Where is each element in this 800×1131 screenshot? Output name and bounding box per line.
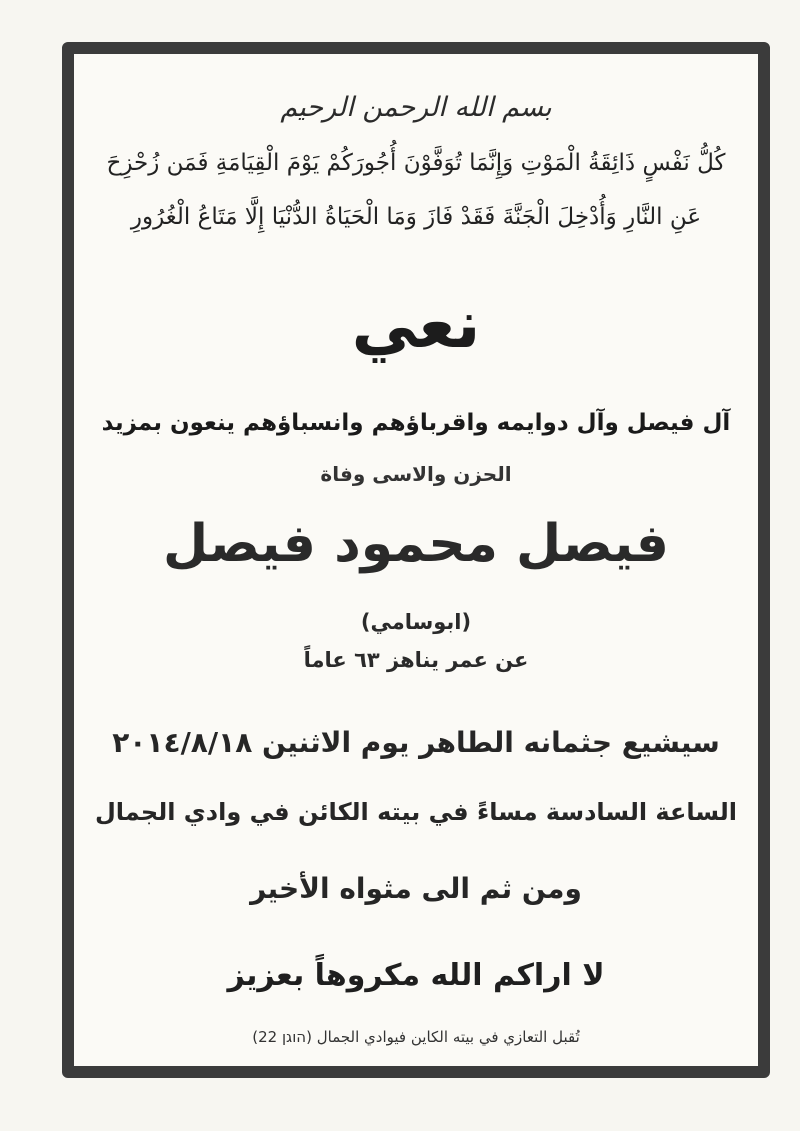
deceased-kunya: (ابوسامي) bbox=[360, 610, 472, 634]
funeral-line-1: سيشيع جثمانه الطاهر يوم الاثنين ٢٠١٤/٨/١٨ bbox=[112, 726, 720, 759]
intro-line-1: آل فيصل وآل دوايمه واقرباؤهم وانسباؤهم ينعون بمزيد bbox=[101, 410, 731, 436]
basmala: بسم الله الرحمن الرحيم bbox=[280, 92, 552, 123]
closing-prayer: لا اراكم الله مكروهاً بعزيز bbox=[227, 958, 605, 993]
deceased-name: فيصل محمود فيصل bbox=[163, 514, 669, 574]
intro-line-2: الحزن والاسى وفاة bbox=[320, 462, 512, 486]
condolence-info: تُقبل التعازي في بيته الكاين فيوادي الجمال (הוגן 22) bbox=[252, 1028, 580, 1046]
quran-verse-line-2: عَنِ النَّارِ وَأُدْخِلَ الْجَنَّةَ فَقَدْ فَازَ وَمَا الْحَيَاةُ الدُّنْيَا إِلَّا مَتَاعُ الْغُرُورِ bbox=[130, 204, 702, 230]
funeral-line-3: ومن ثم الى مثواه الأخير bbox=[250, 872, 582, 905]
quran-verse-line-1: كُلُّ نَفْسٍ ذَائِقَةُ الْمَوْتِ وَإِنَّمَا تُوَفَّوْنَ أُجُورَكُمْ يَوْمَ الْقِيَامَةِ فَمَن زُحْزِحَ bbox=[106, 150, 726, 176]
funeral-line-2: الساعة السادسة مساءً في بيته الكائن في وادي الجمال bbox=[94, 798, 738, 826]
notice-title: نعي bbox=[351, 286, 481, 363]
notice-frame bbox=[62, 42, 770, 1078]
deceased-age: عن عمر يناهز ٦٣ عاماً bbox=[303, 648, 529, 672]
